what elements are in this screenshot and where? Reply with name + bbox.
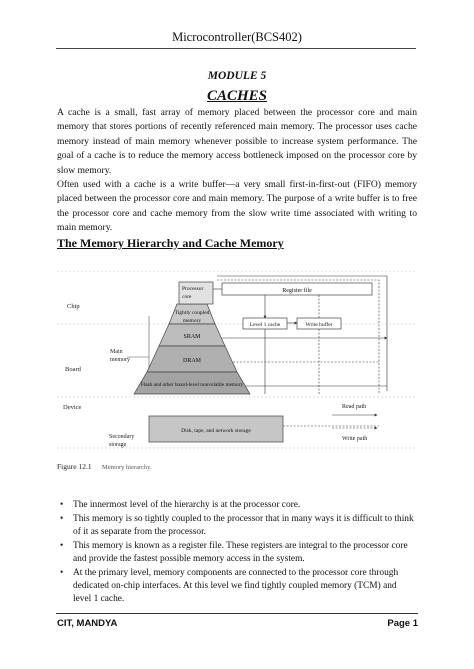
footer-divider	[56, 613, 418, 614]
sram-label: SRAM	[183, 334, 201, 340]
page-header: Microcontroller(BCS402)	[172, 30, 302, 44]
write-buffer-label: Write buffer	[305, 322, 333, 328]
bullet-icon: •	[60, 500, 64, 510]
section-heading: The Memory Hierarchy and Cache Memory	[57, 236, 284, 250]
bullet-icon: •	[60, 541, 64, 551]
level1-cache-label: Level 1 cache	[249, 322, 281, 328]
write-path-legend-label: Write path	[342, 436, 368, 442]
figure-caption-number: Figure 12.1	[57, 462, 92, 471]
list-item-text: This memory is known as a register file. These registers are integral to the processor core and provide the fastest possible memory access in the system.	[73, 541, 408, 564]
flash-label: Flash and other board-level nonvolatile memory	[140, 382, 244, 388]
memory-hierarchy-figure	[57, 266, 417, 496]
tcm-label-line2: memory	[182, 318, 202, 324]
processor-core-label-line2: core	[182, 294, 192, 300]
list-item	[57, 513, 417, 539]
secondary-storage-label-line1: Secondary	[109, 434, 135, 440]
header-divider	[56, 48, 416, 49]
list-item-text: This memory is so tightly coupled to the processor that in many ways it is difficult to think of it as separate from the processor.	[73, 514, 414, 537]
bullet-icon: •	[60, 568, 64, 578]
main-memory-label-line1: Main	[110, 349, 123, 355]
list-item	[57, 540, 417, 566]
list-item	[57, 567, 417, 606]
level-chip-label: Chip	[67, 303, 80, 310]
footer-institution: CIT, MANDYA	[57, 618, 118, 629]
figure-caption-text: Memory hierarchy.	[102, 464, 152, 471]
list-item-text: At the primary level, memory components are connected to the processor core through dedicated on-chip interfaces. At this level we find tightly coupled memory (TCM) and level 1 cache.	[73, 568, 399, 604]
disk-label: Disk, tape, and network storage	[181, 428, 251, 434]
paragraph-cache-intro: A cache is a small, fast array of memory placed between the processor core and main memory that stores portions of recently referenced main memory. The processor uses cache memory instead of main memory whenever possible to increase system performance. The goal of a cache is to reduce the memory access bottleneck imposed on the processor core by slow memory.	[57, 107, 417, 176]
write-path-outer	[217, 280, 379, 394]
list-item	[57, 499, 417, 512]
processor-core-label-line1: Processor	[182, 286, 204, 292]
paragraph-write-buffer: Often used with a cache is a write buffer—a very small first-in-first-out (FIFO) memory placed between the processor core and main memory. The purpose of a write buffer is to free the processor core and cache memory from the slow write time associated with writing to main memory.	[57, 179, 417, 234]
footer-page-number: Page 1	[387, 618, 418, 629]
read-path-legend-label: Read path	[342, 404, 367, 410]
level-board-label: Board	[65, 366, 81, 373]
tcm-label-line1: Tightly coupled	[174, 310, 210, 316]
bullet-list	[57, 499, 417, 607]
bullet-icon: •	[60, 514, 64, 524]
secondary-storage-label-line2: storage	[109, 442, 127, 448]
dram-label: DRAM	[182, 358, 202, 364]
list-item-text: The innermost level of the hierarchy is at the processor core.	[73, 500, 301, 510]
page-title: CACHES	[206, 88, 268, 104]
level-device-label: Device	[63, 404, 82, 411]
main-memory-label-line2: memory	[110, 357, 130, 363]
module-title: MODULE 5	[207, 70, 267, 82]
register-file-label: Register file	[282, 288, 312, 294]
